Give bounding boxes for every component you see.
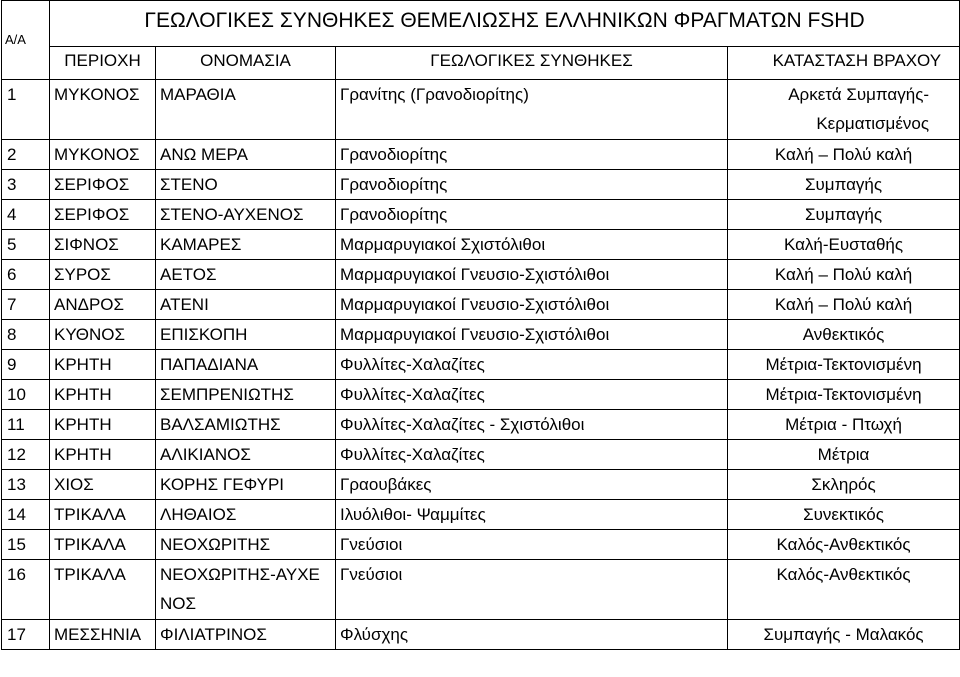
row-region: ΑΝΔΡΟΣ — [50, 290, 156, 320]
row-geology: Φυλλίτες-Χαλαζίτες — [336, 380, 728, 410]
row-geology: Μαρμαρυγιακοί Γνευσιο-Σχιστόλιθοι — [336, 290, 728, 320]
row-number: 14 — [2, 500, 50, 530]
row-number: 5 — [2, 230, 50, 260]
row-number: 8 — [2, 320, 50, 350]
row-region: ΤΡΙΚΑΛΑ — [50, 560, 156, 620]
row-status: Μέτρια - Πτωχή — [728, 410, 960, 440]
row-region: ΤΡΙΚΑΛΑ — [50, 500, 156, 530]
row-region: ΜΥΚΟΝΟΣ — [50, 80, 156, 140]
header-region: ΠΕΡΙΟΧΗ — [50, 47, 156, 80]
table-row — [2, 530, 960, 560]
row-name: ΕΠΙΣΚΟΠΗ — [156, 320, 336, 350]
row-geology: Φυλλίτες-Χαλαζίτες — [336, 350, 728, 380]
row-number: 13 — [2, 470, 50, 500]
row-name: ΑΤΕΝΙ — [156, 290, 336, 320]
row-name: ΝΕΟΧΩΡΙΤΗΣ-ΑΥΧΕΝΟΣ — [156, 560, 336, 620]
row-region: ΜΥΚΟΝΟΣ — [50, 140, 156, 170]
row-status: Σκληρός — [728, 470, 960, 500]
row-name: ΝΕΟΧΩΡΙΤΗΣ — [156, 530, 336, 560]
row-name: ΒΑΛΣΑΜΙΩΤΗΣ — [156, 410, 336, 440]
row-name: ΠΑΠΑΔΙΑΝΑ — [156, 350, 336, 380]
row-status: Συμπαγής - Μαλακός — [728, 620, 960, 650]
row-region: ΚΡΗΤΗ — [50, 410, 156, 440]
row-name: ΚΑΜΑΡΕΣ — [156, 230, 336, 260]
row-geology: Μαρμαρυγιακοί Γνευσιο-Σχιστόλιθοι — [336, 320, 728, 350]
row-geology: Γραουβάκες — [336, 470, 728, 500]
row-number: 7 — [2, 290, 50, 320]
row-name: ΦΙΛΙΑΤΡΙΝΟΣ — [156, 620, 336, 650]
row-region: ΚΡΗΤΗ — [50, 440, 156, 470]
row-name: ΑΕΤΟΣ — [156, 260, 336, 290]
header-status: ΚΑΤΑΣΤΑΣΗ ΒΡΑΧΟΥ — [728, 47, 960, 80]
table-row — [2, 200, 960, 230]
row-region: ΣΕΡΙΦΟΣ — [50, 200, 156, 230]
row-geology: Μαρμαρυγιακοί Σχιστόλιθοι — [336, 230, 728, 260]
header-aa: Α/Α — [2, 1, 50, 80]
header-name: ΟΝΟΜΑΣΙΑ — [156, 47, 336, 80]
header-geology: ΓΕΩΛΟΓΙΚΕΣ ΣΥΝΘΗΚΕΣ — [336, 47, 728, 80]
row-region: ΤΡΙΚΑΛΑ — [50, 530, 156, 560]
row-geology: Μαρμαρυγιακοί Γνευσιο-Σχιστόλιθοι — [336, 260, 728, 290]
table-row — [2, 290, 960, 320]
table-row — [2, 440, 960, 470]
dams-table — [1, 0, 960, 650]
table-row — [2, 500, 960, 530]
row-status: Καλή – Πολύ καλή — [728, 290, 960, 320]
row-geology: Φυλλίτες-Χαλαζίτες - Σχιστόλιθοι — [336, 410, 728, 440]
row-status: Καλή – Πολύ καλή — [728, 140, 960, 170]
table-body — [2, 1, 960, 650]
row-status: Ανθεκτικός — [728, 320, 960, 350]
row-region: ΜΕΣΣΗΝΙΑ — [50, 620, 156, 650]
table-row — [2, 320, 960, 350]
row-number: 3 — [2, 170, 50, 200]
table-row — [2, 80, 960, 140]
row-region: ΣΥΡΟΣ — [50, 260, 156, 290]
row-name: ΣΤΕΝΟ-ΑΥΧΕΝΟΣ — [156, 200, 336, 230]
row-name: ΑΝΩ ΜΕΡΑ — [156, 140, 336, 170]
table-row — [2, 170, 960, 200]
table-row — [2, 350, 960, 380]
row-name: ΣΕΜΠΡΕΝΙΩΤΗΣ — [156, 380, 336, 410]
row-number: 16 — [2, 560, 50, 620]
row-geology: Γνεύσιοι — [336, 530, 728, 560]
row-number: 9 — [2, 350, 50, 380]
row-number: 2 — [2, 140, 50, 170]
row-status: Καλός-Ανθεκτικός — [728, 530, 960, 560]
table-title: ΓΕΩΛΟΓΙΚΕΣ ΣΥΝΘΗΚΕΣ ΘΕΜΕΛΙΩΣΗΣ ΕΛΛΗΝΙΚΩΝ ΦΡΑΓΜΑΤΩΝ FSHD — [50, 1, 960, 47]
title-row — [2, 1, 960, 47]
header-row — [2, 47, 960, 80]
row-number: 1 — [2, 80, 50, 140]
row-name: ΛΗΘΑΙΟΣ — [156, 500, 336, 530]
row-geology: Γνεύσιοι — [336, 560, 728, 620]
row-status: Καλός-Ανθεκτικός — [728, 560, 960, 620]
row-region: ΚΡΗΤΗ — [50, 350, 156, 380]
row-region: ΚΥΘΝΟΣ — [50, 320, 156, 350]
table-row — [2, 560, 960, 620]
row-geology: Γρανίτης (Γρανοδιορίτης) — [336, 80, 728, 140]
row-region: ΚΡΗΤΗ — [50, 380, 156, 410]
row-number: 10 — [2, 380, 50, 410]
table-row — [2, 620, 960, 650]
row-name: ΣΤΕΝΟ — [156, 170, 336, 200]
row-name: ΑΛΙΚΙΑΝΟΣ — [156, 440, 336, 470]
table-row — [2, 470, 960, 500]
row-region: ΣΕΡΙΦΟΣ — [50, 170, 156, 200]
row-name: ΚΟΡΗΣ ΓΕΦΥΡΙ — [156, 470, 336, 500]
row-geology: Γρανοδιορίτης — [336, 200, 728, 230]
row-status: Αρκετά Συμπαγής-Κερματισμένος — [728, 80, 960, 140]
row-status: Συμπαγής — [728, 170, 960, 200]
table-row — [2, 140, 960, 170]
row-status: Συνεκτικός — [728, 500, 960, 530]
row-status: Καλή-Ευσταθής — [728, 230, 960, 260]
row-status: Μέτρια-Τεκτονισμένη — [728, 350, 960, 380]
row-number: 12 — [2, 440, 50, 470]
row-region: ΣΙΦΝΟΣ — [50, 230, 156, 260]
table-row — [2, 410, 960, 440]
row-number: 11 — [2, 410, 50, 440]
row-geology: Φυλλίτες-Χαλαζίτες — [336, 440, 728, 470]
row-status: Μέτρια-Τεκτονισμένη — [728, 380, 960, 410]
row-number: 15 — [2, 530, 50, 560]
table-row — [2, 230, 960, 260]
row-region: ΧΙΟΣ — [50, 470, 156, 500]
row-geology: Γρανοδιορίτης — [336, 170, 728, 200]
row-status: Μέτρια — [728, 440, 960, 470]
row-geology: Φλύσχης — [336, 620, 728, 650]
row-status: Καλή – Πολύ καλή — [728, 260, 960, 290]
row-number: 4 — [2, 200, 50, 230]
row-number: 17 — [2, 620, 50, 650]
row-status: Συμπαγής — [728, 200, 960, 230]
row-geology: Ιλυόλιθοι- Ψαμμίτες — [336, 500, 728, 530]
row-number: 6 — [2, 260, 50, 290]
table-row — [2, 260, 960, 290]
row-name: ΜΑΡΑΘΙΑ — [156, 80, 336, 140]
row-geology: Γρανοδιορίτης — [336, 140, 728, 170]
table-row — [2, 380, 960, 410]
